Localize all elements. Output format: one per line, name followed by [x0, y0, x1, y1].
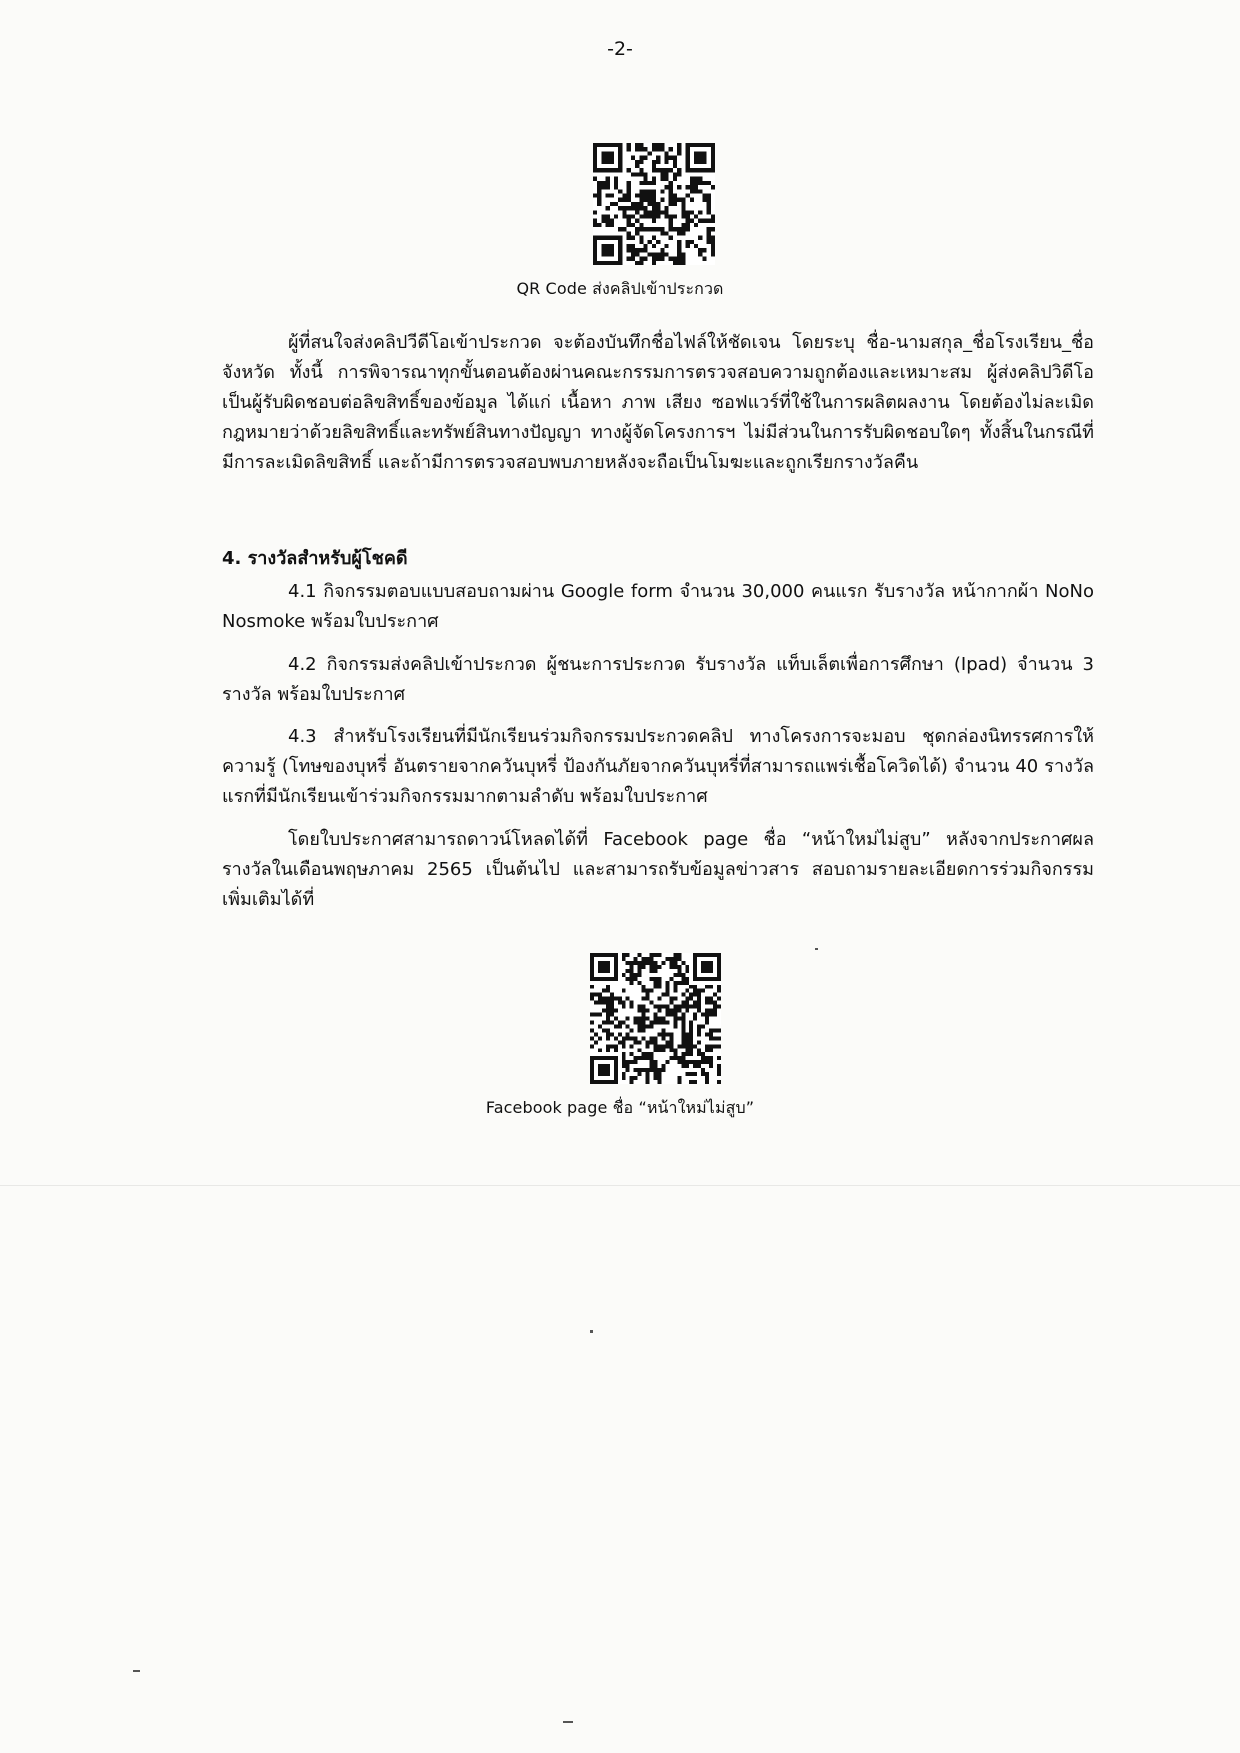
scan-speck: [133, 1670, 140, 1672]
submission-paragraph: [222, 328, 1094, 478]
certificate-note-text: โดยใบประกาศสามารถดาวน์โหลดได้ที่ Facebook page ชื่อ “หน้าใหม่ไม่สูบ” หลังจากประกาศผลรางวัลในเดือนพฤษภาคม 2565 เป็นต้นไป และสามารถรับข้อมูลข่าวสาร สอบถามรายละเอียดการร่วมกิจกรรมเพิ่มเติมได้ที่: [222, 829, 1094, 910]
section-4-heading: 4. รางวัลสำหรับผู้โชคดี: [222, 548, 408, 569]
facebook-qr-code[interactable]: [590, 953, 721, 1084]
prize-item-4-1: [222, 577, 1094, 637]
submission-text: ผู้ที่สนใจส่งคลิปวีดีโอเข้าประกวด จะต้องบันทึกชื่อไฟล์ให้ชัดเจน โดยระบุ ชื่อ-นามสกุล_ชื่อโรงเรียน_ชื่อจังหวัด ทั้งนี้ การพิจารณาทุกขั้นตอนต้องผ่านคณะกรรมการตรวจสอบความถูกต้องและเหมาะสม ผู้ส่งคลิปวิดีโอเป็นผู้รับผิดชอบต่อลิขสิทธิ์ของข้อมูล ได้แก่ เนื้อหา ภาพ เสียง ซอฟแวร์ที่ใช้ในการผลิตผลงาน โดยต้องไม่ละเมิดกฎหมายว่าด้วยลิขสิทธิ์และทรัพย์สินทางปัญญา ทางผู้จัดโครงการฯ ไม่มีส่วนในการรับผิดชอบใดๆ ทั้งสิ้นในกรณีที่มีการละเมิดลิขสิทธิ์ และถ้ามีการตรวจสอบพบภายหลังจะถือเป็นโมฆะและถูกเรียกรางวัลคืน: [222, 332, 1094, 473]
scan-speck: [563, 1721, 573, 1723]
prize-item-4-3-text: 4.3 สำหรับโรงเรียนที่มีนักเรียนร่วมกิจกรรมประกวดคลิป ทางโครงการจะมอบ ชุดกล่องนิทรรศการให้ความรู้ (โทษของบุหรี่ อันตรายจากควันบุหรี่ ป้องกันภัยจากควันบุหรี่ที่สามารถแพร่เชื้อโควิดได้) จำนวน 40 รางวัลแรกที่มีนักเรียนเข้าร่วมกิจกรรมมากตามลำดับ พร้อมใบประกาศ: [222, 726, 1094, 807]
qr-code-image: [590, 953, 721, 1084]
certificate-note: [222, 825, 1094, 915]
scan-speck: [590, 1330, 593, 1333]
page-number: -2-: [607, 38, 633, 60]
facebook-qr-caption: Facebook page ชื่อ “หน้าใหม่ไม่สูบ”: [485, 1098, 755, 1117]
prize-item-4-2: [222, 650, 1094, 710]
scan-speck: [815, 948, 818, 950]
qr-code-image: [593, 143, 715, 265]
contest-qr-code[interactable]: [593, 143, 715, 265]
prize-item-4-3: [222, 722, 1094, 812]
prize-item-4-2-text: 4.2 กิจกรรมส่งคลิปเข้าประกวด ผู้ชนะการประกวด รับรางวัล แท็บเล็ตเพื่อการศึกษา (Ipad) จำนวน 3 รางวัล พร้อมใบประกาศ: [222, 654, 1094, 705]
contest-qr-caption: QR Code ส่งคลิปเข้าประกวด: [516, 279, 724, 298]
scan-artifact-line: [0, 1185, 1240, 1186]
prize-item-4-1-text: 4.1 กิจกรรมตอบแบบสอบถามผ่าน Google form จำนวน 30,000 คนแรก รับรางวัล หน้ากากผ้า NoNo Nosmoke พร้อมใบประกาศ: [222, 581, 1094, 632]
